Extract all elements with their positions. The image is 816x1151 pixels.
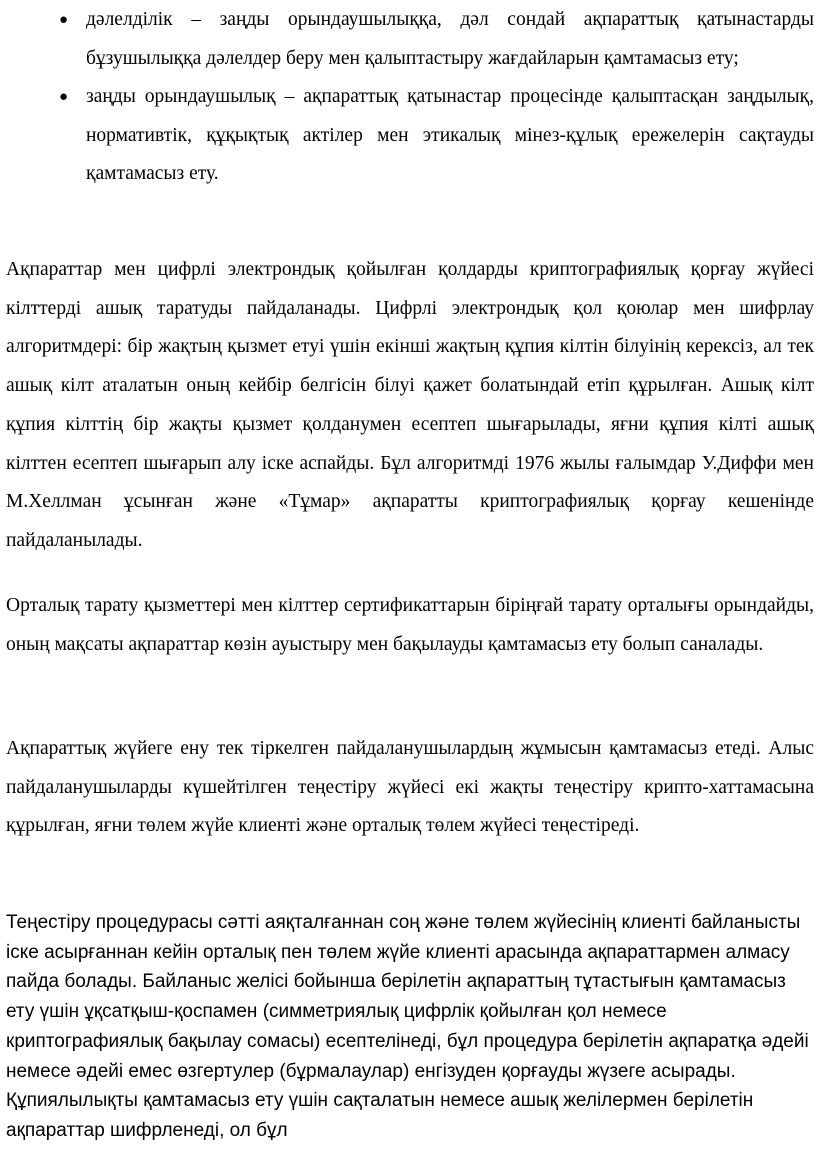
bullet-dot-icon: ● bbox=[59, 89, 69, 105]
bullet-list bbox=[0, 0, 816, 194]
bullet-dot-icon: ● bbox=[59, 12, 69, 28]
bullet-item bbox=[0, 1, 816, 78]
bullet-text: заңды орындаушылық – ақпараттық қатынастар процесінде қалыптасқан заңдылық, нормативтік, құқықтық актілер мен этикалық мінез-құлық ережелерін сақтауды қамтамасыз ету. bbox=[86, 86, 814, 184]
paragraph-crypto-keys: Ақпараттар мен цифрлі электрондық қойылған қолдарды криптографиялық қорғау жүйесі кілттерді ашық таратуды пайдаланады. Цифрлі электрондық қол қоюлар мен шифрлау алгоритмдері: бір жақтың қызмет етуі үшін екінші жақтың құпия кілтін білуінің керексіз, ал тек ашық кілт аталатын оның кейбір белгісін білуі қажет болатындай етіп құрылған. Ашық кілт құпия кілттің бір жақты қызмет қолданумен есептеп шығарылады, яғни құпия кілті ашық кілттен есептеп шығарып алу іске аспайды. Бұл алгоритмді 1976 жылы ғалымдар У.Диффи мен М.Хеллман ұсынған және «Тұмар» ақпаратты криптографиялық қорғау кешенінде пайдаланылады. bbox=[6, 259, 814, 551]
paragraph-central-distribution: Орталық тарату қызметтері мен кілттер сертификаттарын біріңғай тарату орталығы орындайды, оның мақсаты ақпараттар көзін ауыстыру мен бақылауды қамтамасыз ету болып саналады. bbox=[6, 595, 814, 655]
paragraph-identification-procedure: Теңестіру процедурасы сәтті аяқталғаннан соң және төлем жүйесінің клиенті байланысты іске асырғаннан кейін орталық пен төлем жүйе клиенті арасында ақпараттармен алмасу пайда болады. Байланыс желісі бойынша берілетін ақпараттың тұтастығын қамтамасыз ету үшін ұқсатқыш-қоспамен (симметриялық цифрлік қойылған қол немесе криптографиялық бақылау сомасы) есептелінеді, бұл процедура берілетін ақпаратқа әдейі немесе әдейі емес өзгертулер (бұрмалаулар) енгізуден қорғауды жүзеге асырады. Құпиялылықты қамтамасыз ету үшін сақталатын немесе ашық желілермен берілетін ақпараттар шифрленеді, ол бұл bbox=[6, 912, 809, 1141]
paragraph-system-access: Ақпараттық жүйеге ену тек тіркелген пайдаланушылардың жұмысын қамтамасыз етеді. Алыс пайдаланушыларды күшейтілген теңестіру жүйесі екі жақты теңестіру крипто-хаттамасына құрылған, яғни төлем жүйе клиенті және орталық төлем жүйесі теңестіреді. bbox=[6, 738, 814, 837]
bullet-text: дәлелділік – заңды орындаушылыққа, дәл сондай ақпараттық қатынастарды бұзушылыққа дәлелдер беру мен қалыптастыру жағдайларын қамтамасыз ету; bbox=[86, 9, 814, 69]
bullet-item bbox=[0, 78, 816, 194]
